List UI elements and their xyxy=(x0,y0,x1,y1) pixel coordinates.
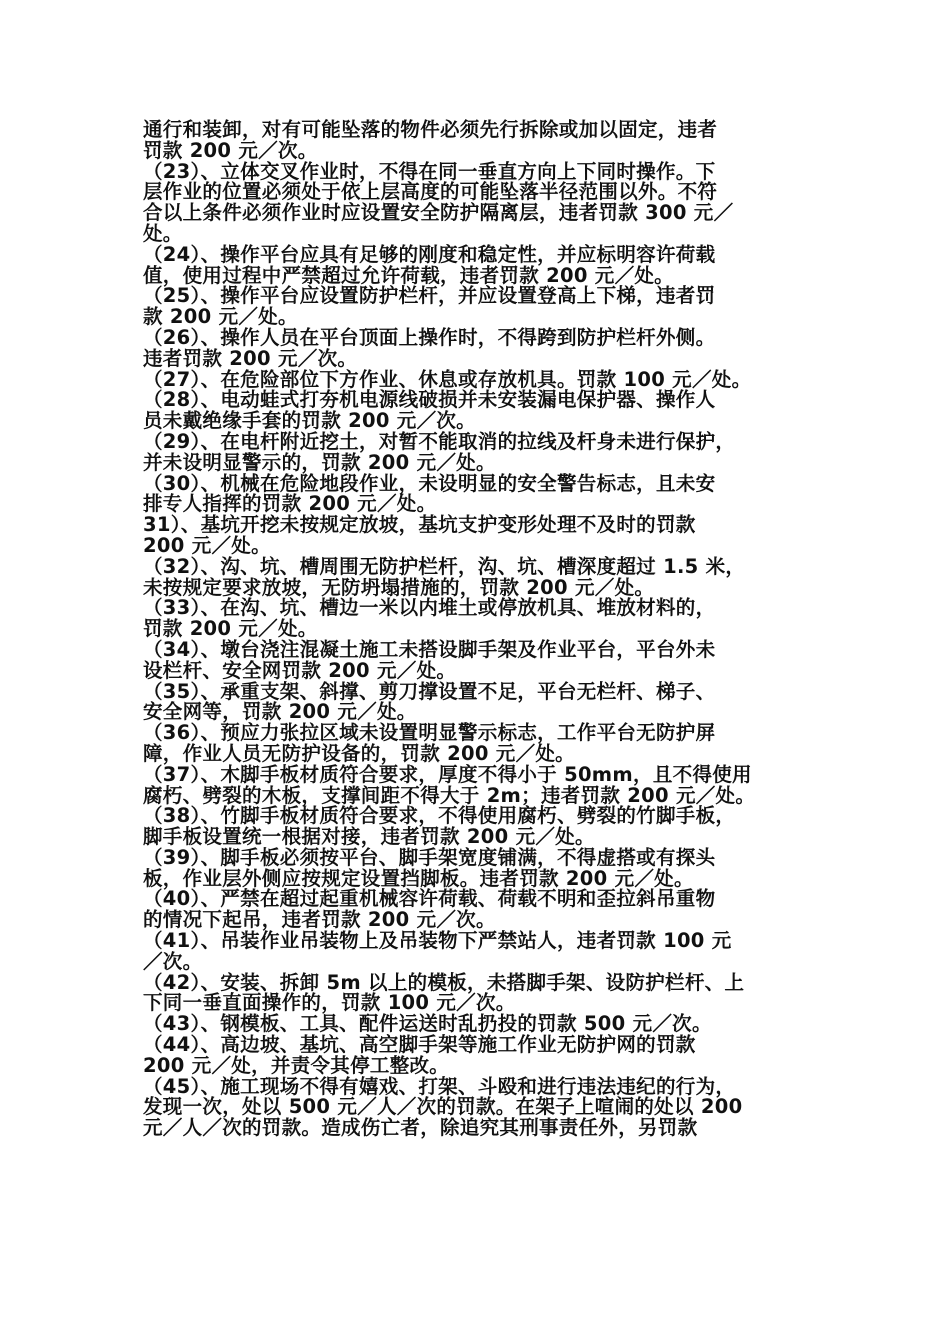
text-line: （28）、电动蛙式打夯机电源线破损并未安装漏电保护器、操作人 xyxy=(143,388,716,412)
text-line: 层作业的位置必须处于依上层高度的可能坠落半径范围以外。不符 xyxy=(143,180,718,204)
text-line: 合以上条件必须作业时应设置安全防护隔离层，违者罚款 300 元／ xyxy=(143,201,734,225)
text-line: 罚款 200 元／次。 xyxy=(143,138,318,162)
text-line: 200 元／处，并责令其停工整改。 xyxy=(143,1053,450,1077)
text-line: （41）、吊装作业吊装物上及吊装物下严禁站人，违者罚款 100 元 xyxy=(143,929,732,953)
text-line: 发现一次，处以 500 元／人／次的罚款。在架子上喧闹的处以 200 xyxy=(143,1095,743,1119)
text-line: （34）、墩台浇注混凝土施工未搭设脚手架及作业平台，平台外未 xyxy=(143,637,716,661)
text-line: （40）、严禁在超过起重机械容许荷载、荷载不明和歪拉斜吊重物 xyxy=(143,887,716,911)
text-line: 的情况下起吊，违者罚款 200 元／次。 xyxy=(143,908,496,932)
text-line: （38）、竹脚手板材质符合要求，不得使用腐朽、劈裂的竹脚手板， xyxy=(143,804,736,828)
text-line: （30）、机械在危险地段作业，未设明显的安全警告标志，且未安 xyxy=(143,471,716,495)
text-line: （45）、施工现场不得有嬉戏、打架、斗殴和进行违法违纪的行为， xyxy=(143,1074,736,1098)
text-line: ／次。 xyxy=(143,949,203,973)
text-line: 款 200 元／处。 xyxy=(143,305,298,329)
text-line: 违者罚款 200 元／次。 xyxy=(143,346,358,370)
text-line: 腐朽、劈裂的木板，支撑间距不得大于 2m；违者罚款 200 元／处。 xyxy=(143,783,756,807)
text-line: 31）、基坑开挖未按规定放坡，基坑支护变形处理不及时的罚款 xyxy=(143,513,696,537)
text-line: 罚款 200 元／处。 xyxy=(143,617,318,641)
text-line: 障，作业人员无防护设备的，罚款 200 元／处。 xyxy=(143,741,575,765)
text-line: （23）、立体交叉作业时，不得在同一垂直方向上下同时操作。下 xyxy=(143,159,716,183)
text-line: （29）、在电杆附近挖土，对暂不能取消的拉线及杆身未进行保护， xyxy=(143,429,736,453)
text-line: 未按规定要求放坡，无防坍塌措施的，罚款 200 元／处。 xyxy=(143,575,655,599)
text-line: 员未戴绝缘手套的罚款 200 元／次。 xyxy=(143,409,476,433)
text-line: （25）、操作平台应设置防护栏杆，并应设置登高上下梯，违者罚 xyxy=(143,284,716,308)
text-line: （39）、脚手板必须按平台、脚手架宽度铺满，不得虚搭或有探头 xyxy=(143,845,716,869)
text-line: （26）、操作人员在平台顶面上操作时，不得跨到防护栏杆外侧。 xyxy=(143,325,716,349)
text-line: 元／人／次的罚款。造成伤亡者，除追究其刑事责任外，另罚款 xyxy=(143,1116,698,1140)
text-line: （27）、在危险部位下方作业、休息或存放机具。罚款 100 元／处。 xyxy=(143,367,752,391)
text-line: （35）、承重支架、斜撑、剪刀撑设置不足，平台无栏杆、梯子、 xyxy=(143,679,716,703)
text-line: 通行和装卸，对有可能坠落的物件必须先行拆除或加以固定，违者 xyxy=(143,118,718,141)
text-line: 安全网等，罚款 200 元／处。 xyxy=(143,700,417,724)
text-line: 并未设明显警示的，罚款 200 元／处。 xyxy=(143,450,496,474)
text-line: （44）、高边坡、基坑、高空脚手架等施工作业无防护网的罚款 xyxy=(143,1033,696,1057)
text-line: 处。 xyxy=(143,221,183,245)
text-line: 设栏杆、安全网罚款 200 元／处。 xyxy=(143,658,457,682)
text-line: （24）、操作平台应具有足够的刚度和稳定性，并应标明容许荷载 xyxy=(143,242,716,266)
text-line: （37）、木脚手板材质符合要求，厚度不得小于 50mm，且不得使用 xyxy=(143,762,752,786)
text-line: 板，作业层外侧应按规定设置挡脚板。违者罚款 200 元／处。 xyxy=(143,866,694,890)
text-line: （42）、安装、拆卸 5m 以上的模板，未搭脚手架、设防护栏杆、上 xyxy=(143,970,745,994)
text-line: 排专人指挥的罚款 200 元／处。 xyxy=(143,492,437,516)
text-line: 200 元／处。 xyxy=(143,533,271,557)
text-line: 脚手板设置统一根据对接，违者罚款 200 元／处。 xyxy=(143,825,595,849)
text-line: （33）、在沟、坑、槽边一米以内堆土或停放机具、堆放材料的， xyxy=(143,596,716,620)
text-line: （43）、钢模板、工具、配件运送时乱扔投的罚款 500 元／次。 xyxy=(143,1012,712,1036)
text-line: （36）、预应力张拉区域未设置明显警示标志，工作平台无防护屏 xyxy=(143,721,716,745)
document-body xyxy=(143,120,815,1139)
text-line: 下同一垂直面操作的，罚款 100 元／次。 xyxy=(143,991,516,1015)
text-line: （32）、沟、坑、槽周围无防护栏杆，沟、坑、槽深度超过 1.5 米， xyxy=(143,554,746,578)
text-line: 值，使用过程中严禁超过允许荷载，违者罚款 200 元／处。 xyxy=(143,263,674,287)
